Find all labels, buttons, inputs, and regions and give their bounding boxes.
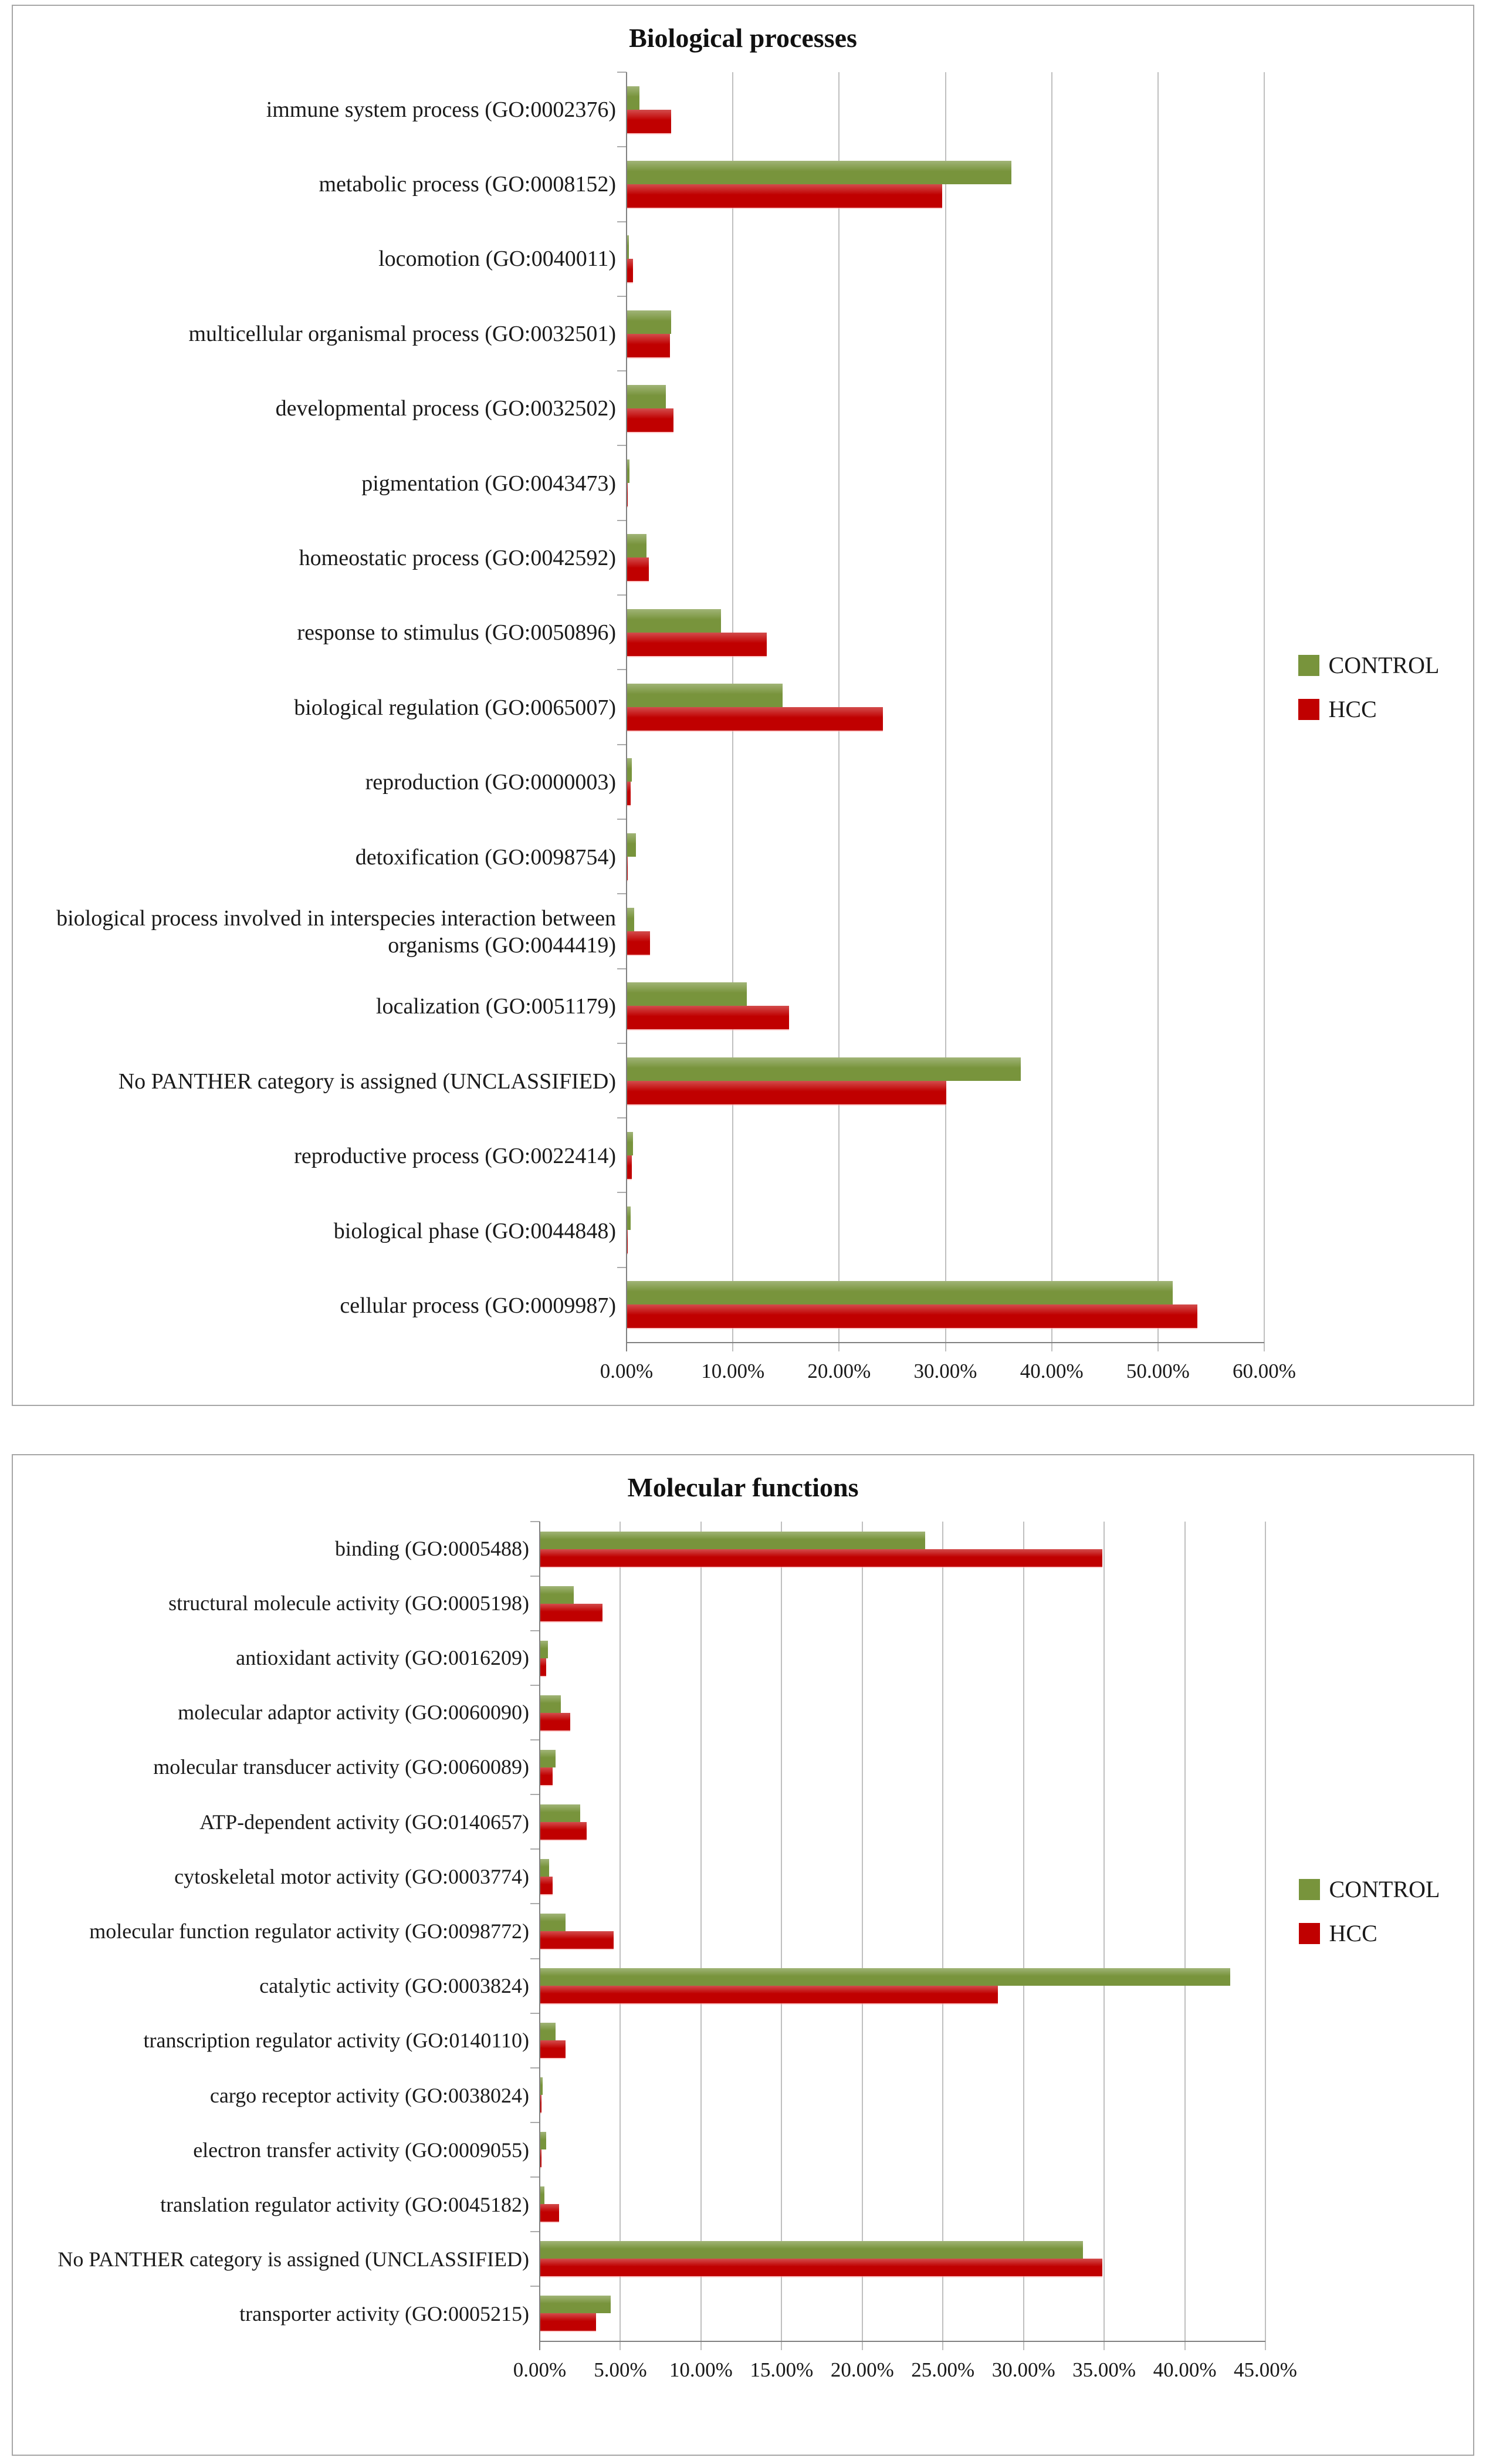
legend-item-control — [1298, 651, 1440, 679]
control-bar — [627, 833, 636, 857]
category-label: biological regulation (GO:0065007) — [294, 695, 616, 720]
category-label: reproduction (GO:0000003) — [365, 770, 616, 795]
control-bar — [627, 534, 646, 557]
hcc-bar — [540, 1986, 998, 2003]
bars-area — [627, 72, 1264, 1343]
x-axis-tick-label: 35.00% — [1072, 2358, 1136, 2381]
control-bar — [627, 1281, 1173, 1304]
hcc-bar — [540, 1931, 614, 1949]
hcc-bar — [627, 259, 633, 282]
bar-group-row — [540, 2068, 1265, 2122]
bar-group-row — [627, 520, 1264, 595]
category-label: transporter activity (GO:0005215) — [239, 2302, 529, 2326]
bar-group-row — [540, 2177, 1265, 2232]
bar-rows — [540, 1522, 1265, 2342]
category-label: catalytic activity (GO:0003824) — [259, 1974, 529, 1998]
category-label: antioxidant activity (GO:0016209) — [236, 1646, 529, 1670]
control-bar — [627, 609, 721, 633]
control-bar — [627, 310, 671, 334]
control-bar — [627, 1132, 633, 1155]
bar-group-row — [540, 1522, 1265, 1576]
bar-group-row — [627, 445, 1264, 520]
control-bar — [627, 684, 783, 707]
category-label: biological process involved in interspecies interaction between organisms (GO:0044419) — [56, 905, 616, 958]
x-axis-tick-label: 30.00% — [991, 2358, 1055, 2381]
bar-group-row — [627, 72, 1264, 147]
hcc-bar — [627, 931, 650, 955]
category-label: immune system process (GO:0002376) — [266, 97, 616, 122]
bar-group-row — [627, 147, 1264, 221]
control-bar — [627, 908, 634, 931]
hcc-bar — [540, 2313, 596, 2331]
hcc-bar — [627, 782, 631, 805]
hcc-bar — [540, 1822, 587, 1840]
category-label: reproductive process (GO:0022414) — [294, 1144, 616, 1169]
category-label: molecular function regulator activity (GO:0098772) — [89, 1919, 529, 1944]
hcc-bar — [540, 1877, 553, 1894]
legend-item-control — [1299, 1875, 1440, 1903]
control-bar — [540, 1804, 580, 1822]
category-label: translation regulator activity (GO:0045182) — [160, 2193, 529, 2217]
x-axis-tick-label: 40.00% — [1020, 1360, 1084, 1383]
x-axis — [513, 2342, 1297, 2391]
bar-group-row — [627, 670, 1264, 744]
hcc-swatch — [1299, 1923, 1320, 1944]
category-label: ATP-dependent activity (GO:0140657) — [199, 1810, 529, 1834]
category-label: molecular transducer activity (GO:0060089) — [153, 1755, 529, 1779]
x-axis-tick-label: 50.00% — [1126, 1360, 1190, 1383]
x-axis-tick-label: 0.00% — [600, 1360, 654, 1383]
chart-title: Biological processes — [629, 23, 857, 53]
bar-group-row — [540, 1740, 1265, 1794]
bar-group-row — [540, 2122, 1265, 2177]
x-axis-tick-label: 5.00% — [594, 2358, 647, 2381]
bar-group-row — [540, 1904, 1265, 1958]
bar-rows — [627, 72, 1264, 1343]
control-bar — [540, 1532, 925, 1549]
category-label: homeostatic process (GO:0042592) — [299, 545, 616, 570]
bar-group-row — [627, 222, 1264, 296]
bar-group-row — [627, 371, 1264, 445]
bar-group-row — [540, 1794, 1265, 1849]
hcc-bar — [627, 1081, 946, 1104]
plot-area — [13, 72, 1473, 1392]
category-label: developmental process (GO:0032502) — [275, 396, 616, 421]
bar-group-row — [540, 1849, 1265, 1904]
legend-label-hcc: HCC — [1328, 696, 1377, 722]
x-axis — [600, 1343, 1296, 1392]
biological-processes-chart-panel — [12, 5, 1474, 1406]
control-bar — [627, 758, 632, 782]
control-bar — [627, 982, 747, 1006]
hcc-bar — [627, 184, 942, 208]
category-label: biological phase (GO:0044848) — [333, 1218, 616, 1243]
bar-group-row — [627, 819, 1264, 894]
hcc-bar — [540, 2040, 566, 2058]
hcc-bar — [627, 1304, 1197, 1328]
x-axis-tick-label: 10.00% — [701, 1360, 765, 1383]
category-label: No PANTHER category is assigned (UNCLASSIFIED) — [118, 1069, 616, 1094]
hcc-bar — [627, 334, 670, 357]
bar-group-row — [627, 595, 1264, 670]
plot-area — [13, 1522, 1473, 2391]
x-axis-tick-label: 20.00% — [830, 2358, 894, 2381]
legend-item-hcc — [1298, 695, 1440, 723]
hcc-bar — [540, 1604, 602, 1621]
category-axis-labels — [13, 1522, 540, 2342]
bar-group-row — [540, 1959, 1265, 2013]
category-label: detoxification (GO:0098754) — [355, 844, 616, 870]
control-bar — [627, 1057, 1021, 1081]
bar-group-row — [627, 296, 1264, 371]
control-bar — [540, 1859, 549, 1877]
category-label: cellular process (GO:0009987) — [340, 1293, 616, 1319]
control-bar — [627, 385, 666, 408]
bar-group-row — [540, 2013, 1265, 2068]
category-label: localization (GO:0051179) — [375, 994, 616, 1019]
control-bar — [540, 2023, 556, 2040]
category-label: electron transfer activity (GO:0009055) — [193, 2138, 529, 2162]
control-bar — [627, 86, 639, 110]
control-bar — [540, 2132, 546, 2149]
bar-group-row — [540, 1576, 1265, 1631]
control-bar — [540, 2241, 1083, 2259]
bar-group-row — [627, 1043, 1264, 1118]
category-label: cargo receptor activity (GO:0038024) — [209, 2083, 529, 2107]
hcc-bar — [540, 1713, 570, 1730]
legend-label-control: CONTROL — [1329, 1876, 1440, 1902]
x-axis-tick-label: 15.00% — [750, 2358, 814, 2381]
category-label: cytoskeletal motor activity (GO:0003774) — [174, 1864, 529, 1888]
legend — [1298, 651, 1440, 764]
category-label: response to stimulus (GO:0050896) — [297, 620, 616, 645]
x-axis-tick-label: 0.00% — [513, 2358, 567, 2381]
control-bar — [540, 1968, 1230, 1986]
legend-label-hcc: HCC — [1329, 1920, 1377, 1946]
control-bar — [540, 1914, 566, 1931]
control-swatch — [1298, 655, 1319, 676]
control-bar — [627, 161, 1011, 184]
control-swatch — [1299, 1879, 1320, 1900]
bar-group-row — [627, 894, 1264, 968]
category-label: metabolic process (GO:0008152) — [319, 171, 616, 197]
category-label: molecular adaptor activity (GO:0060090) — [178, 1701, 529, 1725]
hcc-bar — [627, 557, 649, 581]
x-axis-tick-label: 40.00% — [1153, 2358, 1217, 2381]
hcc-bar — [540, 2259, 1102, 2276]
legend-item-hcc — [1299, 1919, 1440, 1947]
hcc-bar — [627, 633, 767, 656]
bar-group-row — [627, 1192, 1264, 1267]
x-axis-tick-label: 20.00% — [807, 1360, 871, 1383]
molecular-functions-chart-panel — [12, 1454, 1474, 2456]
chart-title: Molecular functions — [627, 1472, 859, 1502]
hcc-bar — [627, 707, 883, 731]
bar-group-row — [540, 2286, 1265, 2341]
control-bar — [540, 1695, 561, 1713]
control-bar — [540, 2296, 611, 2313]
legend-label-control: CONTROL — [1328, 652, 1440, 678]
bar-group-row — [540, 1631, 1265, 1685]
control-bar — [540, 1586, 574, 1604]
hcc-bar — [540, 2204, 559, 2222]
value-axis-line — [539, 1522, 540, 2350]
bar-group-row — [627, 1268, 1264, 1342]
hcc-bar — [540, 1549, 1102, 1567]
control-bar — [627, 1206, 631, 1230]
x-axis-tick-label: 60.00% — [1233, 1360, 1296, 1383]
category-label: multicellular organismal process (GO:0032501) — [188, 321, 616, 346]
category-label: transcription regulator activity (GO:0140110) — [143, 2029, 529, 2053]
bar-group-row — [627, 1118, 1264, 1192]
control-bar — [540, 1750, 556, 1767]
x-axis-tick-label: 10.00% — [669, 2358, 733, 2381]
value-axis-line — [626, 72, 627, 1351]
x-axis-tick-label: 45.00% — [1234, 2358, 1297, 2381]
category-label: No PANTHER category is assigned (UNCLASSIFIED) — [57, 2247, 529, 2272]
hcc-bar — [627, 110, 671, 133]
bar-group-row — [627, 745, 1264, 819]
hcc-bar — [540, 1658, 546, 1676]
bar-group-row — [540, 2232, 1265, 2286]
control-bar — [540, 1641, 548, 1658]
hcc-bar — [627, 408, 673, 432]
hcc-bar — [627, 1006, 789, 1029]
category-axis-labels — [13, 72, 627, 1343]
hcc-bar — [540, 1767, 553, 1785]
bar-group-row — [627, 969, 1264, 1043]
control-bar — [540, 2186, 544, 2204]
category-label: pigmentation (GO:0043473) — [361, 471, 616, 496]
bars-area — [540, 1522, 1265, 2342]
legend — [1299, 1875, 1440, 1988]
x-axis-tick-label: 30.00% — [913, 1360, 977, 1383]
x-axis-tick-label: 25.00% — [911, 2358, 975, 2381]
category-label: binding (GO:0005488) — [335, 1536, 529, 1560]
category-label: locomotion (GO:0040011) — [378, 246, 616, 272]
hcc-swatch — [1298, 699, 1319, 720]
bar-group-row — [540, 1685, 1265, 1740]
category-label: structural molecule activity (GO:0005198) — [168, 1591, 529, 1615]
hcc-bar — [627, 1155, 632, 1179]
